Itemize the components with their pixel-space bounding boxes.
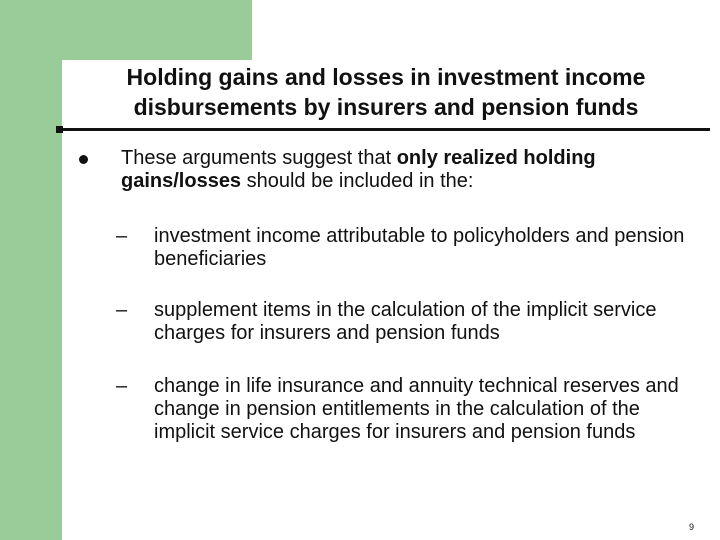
sub-bullet-text: supplement items in the calculation of the implicit service charges for insurers and pension funds [154,299,657,344]
page-number: 9 [688,522,694,532]
sub-bullet-dash: – [116,225,128,247]
main-bullet-text [121,147,681,193]
sub-bullet-dash: – [116,375,128,397]
sub-bullet-text: investment income attributable to policyholders and pension beneficiaries [154,225,685,270]
main-bullet-bold: only realized holding gains/losses [121,147,596,192]
slide-title-line-1: Holding gains and losses in investment income [126,64,646,90]
title-underline [58,128,710,131]
main-bullet-plain-1: These arguments suggest that [121,147,397,169]
main-bullet-plain-2: should be included in the: [241,170,474,192]
left-accent-bar [0,0,62,540]
slide-title [62,62,710,122]
slide-title-line-2: disbursements by insurers and pension funds [133,94,639,120]
title-underline-marker [56,126,63,133]
sub-bullet-text: change in life insurance and annuity technical reserves and change in pension entitlements in the calculation of the implicit service charges for insurers and pension funds [154,375,679,443]
bullet-dot-icon [79,155,88,164]
sub-bullet-dash: – [116,299,128,321]
